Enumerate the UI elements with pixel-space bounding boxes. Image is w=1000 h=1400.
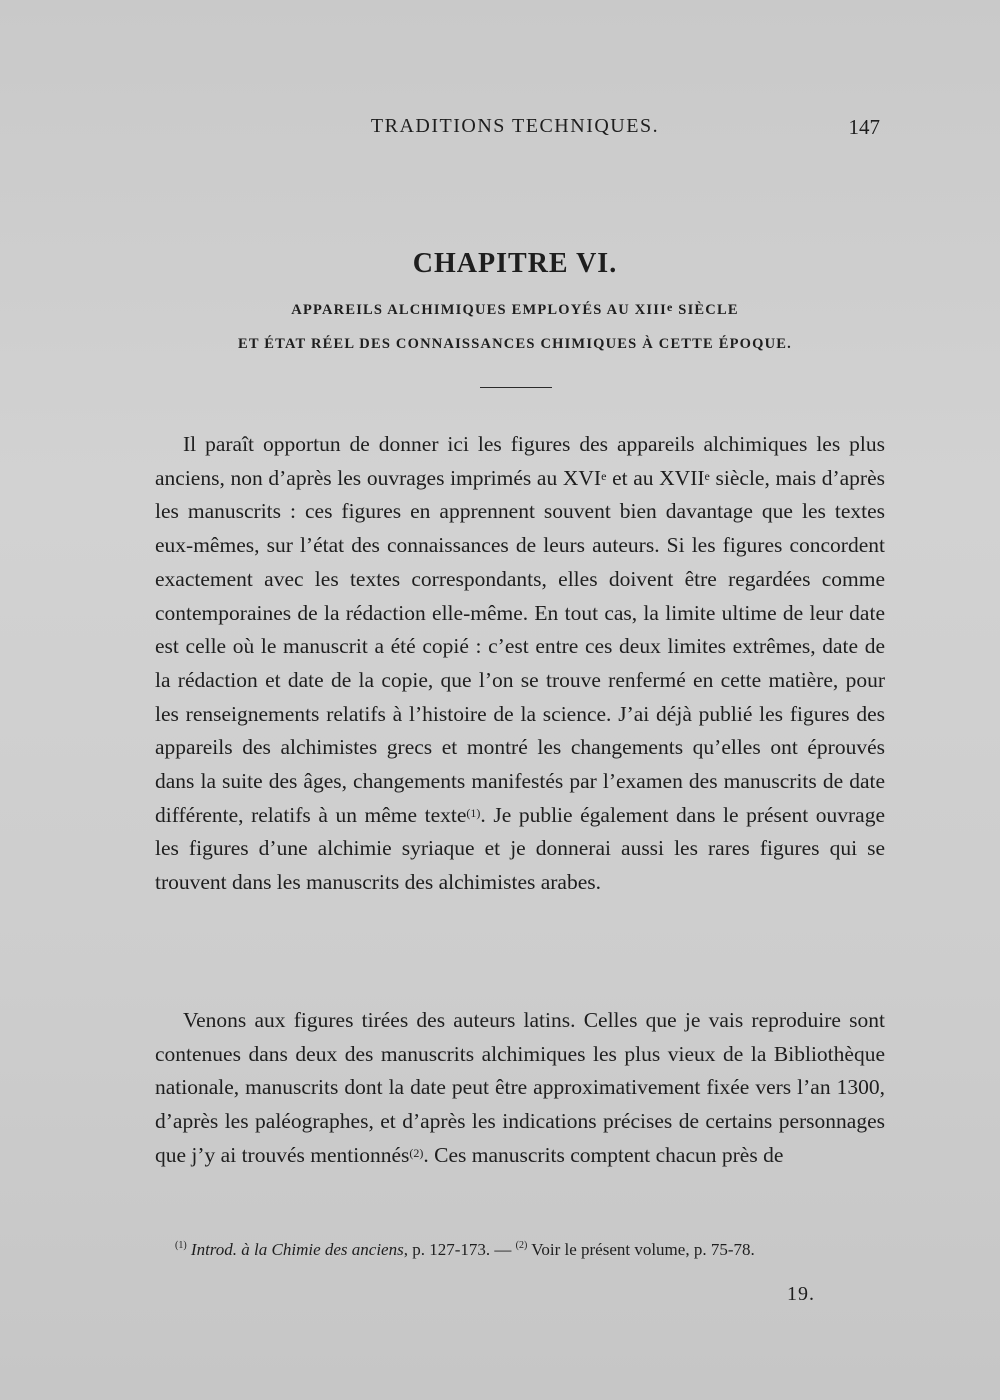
chapter-subtitle-line-1	[150, 302, 880, 319]
footnote-1-pages: , p. 127-173. —	[403, 1240, 516, 1259]
p1-text-c: siècle, mais d’après les manuscrits : ces figures en apprennent souvent bien davantage que les textes eux-mêmes, sur l’état des connaissances de leurs auteurs. Si les figures concordent exactement avec les textes correspondants, elles doivent être regardées comme contemporaines de la rédaction elle-même. En tout cas, la limite ultime de leur date est celle où le manuscrit a été copié : c’est entre ces deux limites extrêmes, date de la rédaction et date de la copie, que l’on se trouve renfermé en cette matière, pour les renseignements relatifs à l’histoire de la science. J’ai déjà publié les figures des appareils des alchimistes grecs et montré les changements qu’elles ont éprouvés dans la suite des âges, changements manifestés par l’examen des manuscrits de date différente, relatifs à un même texte	[155, 465, 885, 827]
footnote-1-title: Introd. à la Chimie des anciens	[190, 1240, 404, 1259]
paragraph-1	[155, 428, 885, 900]
p1-text-b: et au XVII	[606, 465, 705, 490]
chapter-subtitle-line-2: ET ÉTAT RÉEL DES CONNAISSANCES CHIMIQUES À CETTE ÉPOQUE.	[237, 336, 793, 352]
subtitle-line-1-text: APPAREILS ALCHIMIQUES EMPLOYÉS AU XIII	[291, 302, 667, 318]
p2-text-a: Venons aux figures tirées des auteurs latins. Celles que je vais reproduire sont contenues dans deux des manuscrits alchimiques les plus vieux de la Bibliothèque nationale, manuscrits dont la date peut être approximativement fixée vers l’an 1300, d’après les paléographes, et d’après les indications précises de certains personnages que j’y ai trouvés mentionnés	[155, 1008, 885, 1167]
page-number: 147	[848, 115, 880, 139]
subtitle-superscript: e	[666, 300, 674, 314]
footnotes	[175, 1240, 890, 1260]
p1-text-a: Il paraît opportun de donner ici les figures des appareils alchimiques les plus anciens, non d’après les ouvrages imprimés au XVI	[155, 432, 885, 490]
p1-text-d: . Je publie également dans le présent ouvrage les figures d’une alchimie syriaque et je donnerai aussi les rares figures qui se trouvent dans les manuscrits des alchimistes arabes.	[155, 802, 885, 895]
p1-superscript-2: e	[704, 468, 710, 483]
p2-text-b: . Ces manuscrits comptent chacun près de	[423, 1142, 784, 1167]
footnote-2-text: Voir le présent volume, p. 75-78.	[527, 1240, 755, 1259]
footnote-1-mark: (1)	[175, 1240, 187, 1251]
paragraph-2	[155, 1004, 885, 1173]
footnote-2-mark: (2)	[515, 1240, 528, 1251]
section-rule	[480, 387, 552, 388]
p1-superscript-1: e	[601, 468, 607, 483]
signature-mark: 19.	[787, 1283, 815, 1305]
footnote-ref-1: (1)	[466, 805, 481, 820]
chapter-title: CHAPITRE VI.	[412, 248, 618, 279]
footnote-ref-2: (2)	[409, 1145, 424, 1160]
running-head	[150, 115, 880, 145]
running-title: TRADITIONS TECHNIQUES.	[370, 115, 660, 137]
subtitle-line-1-end: SIÈCLE	[673, 302, 739, 318]
